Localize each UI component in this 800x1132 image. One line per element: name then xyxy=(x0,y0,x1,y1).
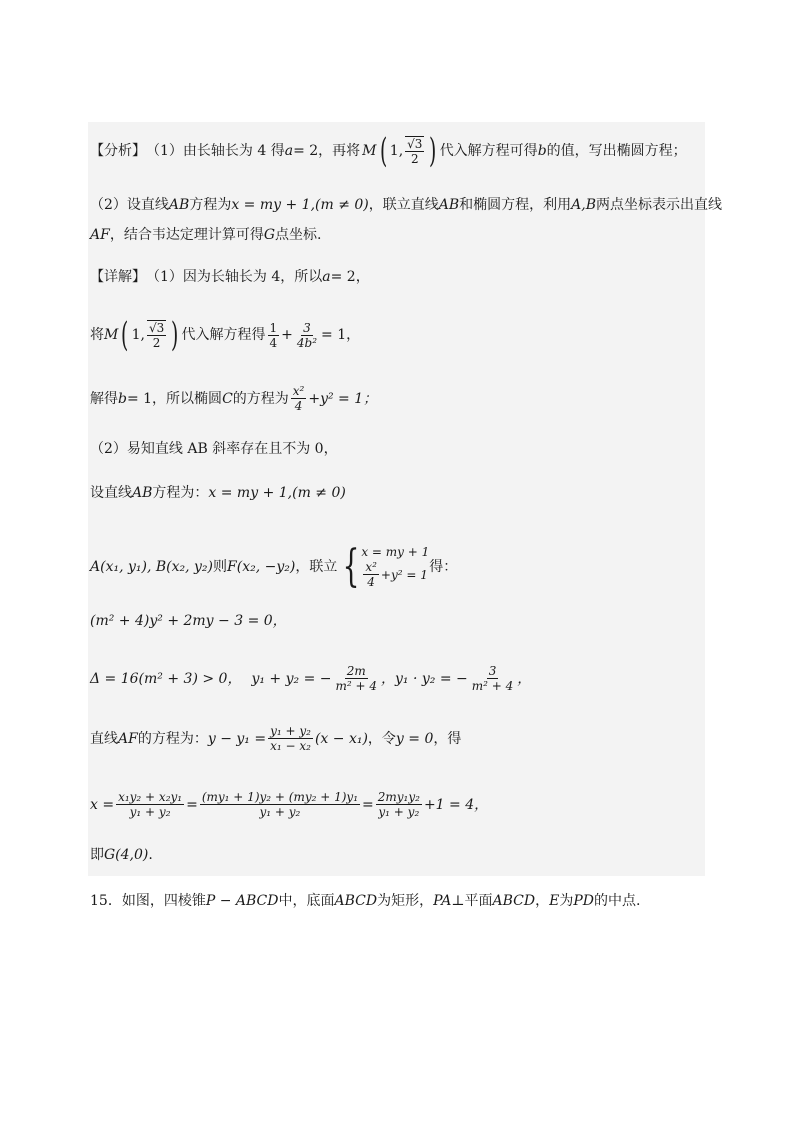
numerator: (my₁ + 1)y₂ + (my₂ + 1)y₁ xyxy=(201,790,359,804)
text: = 1，所以椭圆 xyxy=(126,390,223,407)
math: P − ABCD xyxy=(205,893,279,909)
fraction xyxy=(147,320,166,350)
text: 代入解方程得 xyxy=(181,327,266,343)
text: 则 xyxy=(213,558,228,575)
numerator: √3 xyxy=(148,321,165,335)
paren-open: ( xyxy=(379,131,387,171)
detail-line-4 xyxy=(90,440,338,458)
math: = xyxy=(186,796,198,813)
text: 将 xyxy=(90,327,104,343)
math: +y² = 1； xyxy=(308,390,378,407)
text: 即 xyxy=(90,847,104,863)
text: （2）易知直线 AB 斜率存在且不为 0， xyxy=(90,441,338,457)
math: ， xyxy=(381,670,396,687)
numerator: 3 xyxy=(488,664,497,678)
math: PA xyxy=(433,893,452,909)
math-var: AB xyxy=(438,197,460,213)
detail-line-3 xyxy=(90,384,377,413)
denominator: m² + 4 xyxy=(471,679,514,693)
numerator: y₁ + y₂ xyxy=(270,724,311,738)
text: . xyxy=(148,847,153,863)
denominator: 4b² xyxy=(296,335,318,350)
equation-1: x = my + 1 xyxy=(361,545,430,559)
math: E xyxy=(549,893,560,909)
text: ，联立 xyxy=(295,558,338,575)
math: ABCD xyxy=(492,893,536,909)
numerator: √3 xyxy=(407,137,423,151)
math-var: G xyxy=(263,227,276,243)
detail-line-7 xyxy=(90,612,287,630)
math-var: b xyxy=(537,143,547,159)
text: 的中点. xyxy=(594,893,641,909)
math: ABCD xyxy=(334,893,378,909)
denominator: 2 xyxy=(152,336,161,350)
math: F(x₂, −y₂) xyxy=(227,558,296,575)
fraction xyxy=(295,321,319,350)
math: A(x₁, y₁), B(x₂, y₂) xyxy=(90,558,214,575)
text: 和椭圆方程，利用 xyxy=(459,197,572,213)
numerator: x₁y₂ + x₂y₁ xyxy=(118,790,183,804)
math-var: M xyxy=(362,143,377,159)
math: G(4,0) xyxy=(104,847,149,863)
detail-line-10 xyxy=(90,790,488,819)
numerator: 2m xyxy=(346,664,366,678)
numerator: 3 xyxy=(303,320,311,335)
problem-15 xyxy=(90,892,640,910)
text: （1）因为长轴长为 4，所以 xyxy=(146,269,323,285)
equation-system xyxy=(361,544,429,589)
text: 方程为 xyxy=(189,197,232,213)
text: ，得 xyxy=(433,730,462,747)
analysis-line-1 xyxy=(90,131,687,171)
denominator: 4 xyxy=(269,335,278,350)
denominator: m² + 4 xyxy=(335,679,378,693)
paren-close: ) xyxy=(171,315,179,355)
text: = 2， xyxy=(330,269,370,285)
text: ，结合韦达定理计算可得 xyxy=(109,227,264,243)
math-var: a xyxy=(322,269,331,285)
math-var: M xyxy=(104,327,119,343)
fraction xyxy=(405,136,424,166)
math: = xyxy=(362,796,374,813)
text: 的方程为： xyxy=(137,730,208,747)
fraction xyxy=(268,321,280,350)
numerator: 1 xyxy=(269,320,278,335)
detail-line-2 xyxy=(90,315,361,355)
text: 得： xyxy=(429,558,458,575)
text: 两点坐标表示出直线 xyxy=(596,197,723,213)
detail-label: 【详解】 xyxy=(90,269,146,285)
detail-line-5 xyxy=(90,484,346,502)
text: = 1， xyxy=(321,327,361,343)
text: （1）由长轴长为 4 得 xyxy=(146,143,285,159)
detail-line-1 xyxy=(90,268,370,286)
text: 解得 xyxy=(90,390,118,407)
denominator: 4 xyxy=(367,575,375,589)
math: y − y₁ = xyxy=(207,730,267,747)
equation-2 xyxy=(361,560,429,589)
text: ，联立直线 xyxy=(368,197,439,213)
denominator: y₁ + y₂ xyxy=(129,805,171,819)
text: ⊥平面 xyxy=(451,893,493,909)
text: （2）设直线 xyxy=(90,197,169,213)
text: 代入解方程可得 xyxy=(439,143,538,159)
math: x = xyxy=(90,796,115,813)
fraction xyxy=(291,384,307,413)
math: + xyxy=(281,327,293,343)
math-var: C xyxy=(222,390,233,407)
detail-line-8 xyxy=(90,664,531,693)
text: 直线 xyxy=(90,730,118,747)
math: x = my + 1,(m ≠ 0) xyxy=(231,197,369,213)
text: ， xyxy=(535,893,550,909)
numerator: 2my₁y₂ xyxy=(377,790,420,804)
math: x = my + 1,(m ≠ 0) xyxy=(208,485,346,501)
fraction xyxy=(334,664,380,693)
detail-line-6 xyxy=(90,540,458,592)
analysis-line-2 xyxy=(90,196,722,214)
text: 15．如图，四棱锥 xyxy=(90,893,206,909)
text: 为矩形， xyxy=(377,893,434,909)
math: 1, xyxy=(131,327,145,343)
math-var: b xyxy=(118,390,127,407)
math-var: AB xyxy=(168,197,190,213)
text: 的方程为 xyxy=(232,390,289,407)
math: (x − x₁) xyxy=(314,730,368,747)
denominator: x₁ − x₂ xyxy=(270,739,311,753)
detail-line-9 xyxy=(90,724,461,753)
math: PD xyxy=(573,893,595,909)
analysis-label: 【分析】 xyxy=(90,143,146,159)
text: = 2，再将 xyxy=(293,143,361,159)
fraction xyxy=(470,664,516,693)
math-var: AF xyxy=(118,730,138,747)
fraction xyxy=(268,724,313,753)
paren-open: ( xyxy=(121,315,129,355)
text: 设直线 xyxy=(90,485,132,501)
math: y₁ + y₂ = − xyxy=(251,670,332,687)
math: +1 = 4， xyxy=(423,796,489,813)
math: Δ = 16(m² + 3) > 0， xyxy=(90,670,242,687)
math: y₁ · y₂ = − xyxy=(395,670,468,687)
analysis-line-3 xyxy=(90,226,321,244)
math-var: AF xyxy=(90,227,110,243)
text: 为 xyxy=(559,893,574,909)
brace: { xyxy=(342,540,360,592)
text: 方程为： xyxy=(152,485,209,501)
fraction xyxy=(363,560,379,589)
text: 点坐标. xyxy=(275,227,322,243)
fraction xyxy=(200,790,360,819)
fraction xyxy=(376,790,422,819)
denominator: y₁ + y₂ xyxy=(259,805,301,819)
numerator: x² xyxy=(292,384,305,398)
fraction xyxy=(116,790,184,819)
text: ，令 xyxy=(367,730,396,747)
math: +y² = 1 xyxy=(380,567,428,582)
math-var: AB xyxy=(132,485,153,501)
math: (m² + 4)y² + 2my − 3 = 0， xyxy=(90,613,287,629)
detail-line-11 xyxy=(90,846,153,864)
denominator: 4 xyxy=(294,399,303,413)
math: y = 0 xyxy=(395,730,434,747)
denominator: 2 xyxy=(410,152,419,166)
text: 中，底面 xyxy=(278,893,335,909)
math: 1, xyxy=(389,143,404,159)
denominator: y₁ + y₂ xyxy=(378,805,420,819)
numerator: x² xyxy=(365,560,377,574)
math-var: A,B xyxy=(571,197,597,213)
paren-close: ) xyxy=(429,131,437,171)
math-var: a xyxy=(284,143,294,159)
text: 的值，写出椭圆方程； xyxy=(546,143,687,159)
math: ， xyxy=(517,670,532,687)
